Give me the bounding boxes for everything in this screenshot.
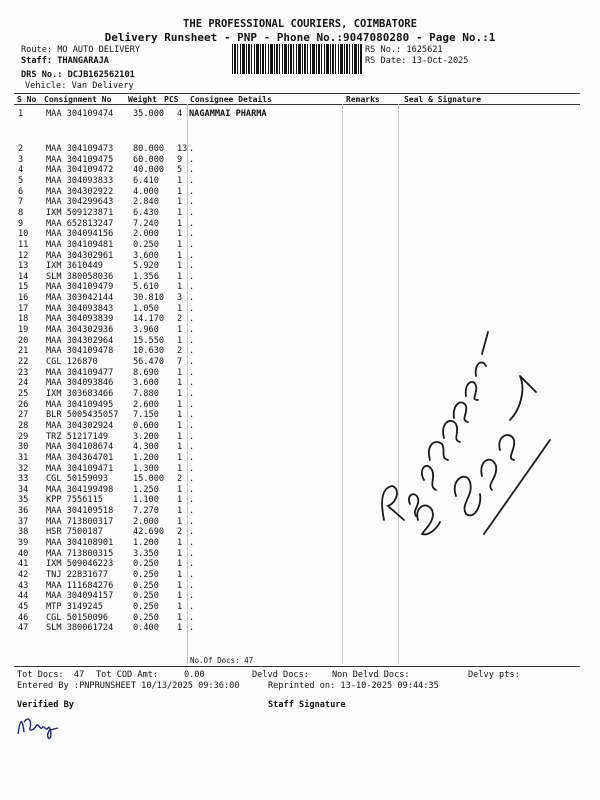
row-sno: 6 — [18, 186, 24, 197]
row-pcs: 2 — [177, 314, 183, 325]
row-pcs: 4 — [177, 109, 183, 119]
row-sno: 24 — [18, 378, 29, 389]
row-sno: 42 — [18, 570, 29, 580]
row-weight: 1.250 — [133, 484, 159, 495]
row-sno: 10 — [18, 229, 29, 240]
row-sno: 28 — [18, 420, 29, 431]
row-weight: 3.350 — [133, 548, 159, 559]
verified-by-label: Verified By — [17, 700, 74, 710]
row-consignee: . — [189, 623, 195, 634]
row-pcs: 2 — [177, 474, 183, 485]
row-pcs: 1 — [177, 431, 183, 442]
row-pcs: 1 — [177, 335, 183, 346]
row-weight: 5.920 — [133, 261, 159, 272]
row-pcs: 1 — [177, 175, 183, 186]
row-sno: 32 — [18, 463, 29, 474]
row-weight: 60.000 — [133, 154, 165, 165]
row-pcs: 1 — [177, 229, 183, 240]
row-consignee: . — [189, 570, 195, 580]
row-pcs: 1 — [177, 484, 183, 495]
reprinted-on: Reprinted on: 13-10-2025 09:44:35 — [268, 681, 439, 691]
row-sno: 40 — [18, 548, 29, 559]
row-weight: 10.630 — [133, 346, 165, 357]
row-consignment-no: MAA 713800317 — [46, 516, 114, 527]
row-consignee: . — [189, 506, 195, 517]
row-sno: 39 — [18, 538, 29, 549]
row-sno: 44 — [18, 591, 29, 602]
row-pcs: 1 — [177, 282, 183, 293]
delivery-points: Delvy pts: — [468, 670, 520, 680]
row-weight: 0.250 — [133, 559, 159, 570]
row-consignment-no: MAA 304109518 — [46, 506, 114, 517]
row-consignee: . — [189, 218, 195, 229]
row-consignee: . — [189, 463, 195, 474]
row-pcs: 1 — [177, 591, 183, 602]
row-weight: 4.000 — [133, 186, 159, 197]
row-consignment-no: MAA 304094157 — [46, 591, 114, 602]
row-consignee: . — [189, 346, 195, 357]
row-sno: 25 — [18, 388, 29, 399]
row-weight: 1.300 — [133, 463, 159, 474]
row-pcs: 1 — [177, 463, 183, 474]
row-consignment-no: MAA 303042144 — [46, 293, 114, 304]
row-pcs: 1 — [177, 452, 183, 463]
row-pcs: 1 — [177, 623, 183, 634]
row-consignment-no: MAA 304108674 — [46, 442, 114, 453]
staff-signature-label: Staff Signature — [268, 700, 346, 710]
row-consignee: . — [189, 388, 195, 399]
non-delivered-docs: Non Delvd Docs: — [332, 670, 410, 680]
row-weight: 42.690 — [133, 527, 165, 538]
row-weight: 35.000 — [133, 109, 165, 119]
row-sno: 34 — [18, 484, 29, 495]
row-weight: 7.240 — [133, 218, 159, 229]
row-consignee: . — [189, 207, 195, 218]
row-weight: 15.000 — [133, 474, 165, 485]
row-consignment-no: SLM 380061724 — [46, 623, 114, 634]
row-sno: 43 — [18, 580, 29, 591]
column-divider — [342, 104, 343, 664]
row-weight: 0.250 — [133, 580, 159, 591]
row-consignment-no: MAA 304109475 — [46, 154, 114, 165]
row-sno: 14 — [18, 271, 29, 282]
row-consignment-no: TRZ 51217149 — [46, 431, 109, 442]
row-weight: 0.250 — [133, 601, 159, 612]
row-consignee: . — [189, 186, 195, 197]
row-pcs: 1 — [177, 420, 183, 431]
row-consignee: . — [189, 378, 195, 389]
row-consignment-no: MAA 111684276 — [46, 580, 114, 591]
row-weight: 2.600 — [133, 399, 159, 410]
row-pcs: 1 — [177, 548, 183, 559]
row-consignment-no: MAA 304109479 — [46, 282, 114, 293]
row-sno: 30 — [18, 442, 29, 453]
row-weight: 56.470 — [133, 357, 165, 367]
row-consignee: . — [189, 293, 195, 304]
row-weight: 6.410 — [133, 175, 159, 186]
staff-label: Staff: THANGARAJA — [21, 56, 109, 66]
row-consignment-no: MAA 304109474 — [46, 109, 114, 119]
row-weight: 0.400 — [133, 623, 159, 634]
row-weight: 80.000 — [133, 144, 165, 154]
row-sno: 9 — [18, 218, 24, 229]
row-consignment-no: CGL 50159093 — [46, 474, 109, 485]
row-weight: 2.000 — [133, 229, 159, 240]
row-weight: 14.170 — [133, 314, 165, 325]
row-pcs: 1 — [177, 261, 183, 272]
handwritten-signature — [370, 320, 560, 550]
row-sno: 35 — [18, 495, 29, 506]
row-pcs: 1 — [177, 378, 183, 389]
row-consignment-no: MAA 304199498 — [46, 484, 114, 495]
row-pcs: 1 — [177, 325, 183, 336]
row-consignment-no: CGL 126870 — [46, 357, 98, 367]
row-weight: 7.880 — [133, 388, 159, 399]
column-divider — [187, 104, 188, 664]
row-pcs: 3 — [177, 293, 183, 304]
col-seal-signature: Seal & Signature — [404, 95, 482, 104]
row-weight: 1.050 — [133, 303, 159, 314]
row-consignment-no: IXM 303683466 — [46, 388, 114, 399]
row-sno: 29 — [18, 431, 29, 442]
row-consignment-no: SLM 380058036 — [46, 271, 114, 282]
row-consignment-no: IXM 3610449 — [46, 261, 103, 272]
row-consignment-no: MAA 304302964 — [46, 335, 114, 346]
row-consignment-no: MAA 304302922 — [46, 186, 114, 197]
row-weight: 7.150 — [133, 410, 159, 421]
row-weight: 0.250 — [133, 612, 159, 623]
row-sno: 31 — [18, 452, 29, 463]
row-consignee: . — [189, 452, 195, 463]
row-consignee: . — [189, 154, 195, 165]
footer-rule — [14, 666, 580, 667]
row-pcs: 1 — [177, 442, 183, 453]
row-weight: 15.550 — [133, 335, 165, 346]
row-consignment-no: MAA 304109477 — [46, 367, 114, 378]
row-pcs: 1 — [177, 506, 183, 517]
row-pcs: 1 — [177, 580, 183, 591]
row-consignment-no: MAA 304093833 — [46, 175, 114, 186]
row-consignee: . — [189, 165, 195, 176]
row-sno: 1 — [18, 109, 24, 119]
row-weight: 0.250 — [133, 570, 159, 580]
verified-signature — [14, 710, 74, 740]
row-pcs: 1 — [177, 516, 183, 527]
row-weight: 40.000 — [133, 165, 165, 176]
row-sno: 5 — [18, 175, 24, 186]
row-consignment-no: HSR 7500187 — [46, 527, 103, 538]
row-weight: 0.250 — [133, 591, 159, 602]
row-pcs: 1 — [177, 239, 183, 250]
row-pcs: 1 — [177, 186, 183, 197]
row-consignee: NAGAMMAI PHARMA — [189, 109, 267, 119]
row-weight: 1.200 — [133, 538, 159, 549]
row-consignee: . — [189, 197, 195, 208]
row-pcs: 5 — [177, 165, 183, 176]
row-sno: 22 — [18, 357, 29, 367]
row-consignee: . — [189, 580, 195, 591]
row-consignee: . — [189, 271, 195, 282]
header-top-rule — [14, 93, 580, 94]
row-consignee: . — [189, 261, 195, 272]
row-pcs: 1 — [177, 570, 183, 580]
row-consignee: . — [189, 175, 195, 186]
drs-number: DRS No.: DCJB162562101 — [21, 70, 135, 80]
row-consignee: . — [189, 229, 195, 240]
row-sno: 15 — [18, 282, 29, 293]
row-consignee: . — [189, 325, 195, 336]
row-pcs: 1 — [177, 601, 183, 612]
row-weight: 3.600 — [133, 378, 159, 389]
row-pcs: 13 — [177, 144, 188, 154]
row-sno: 23 — [18, 367, 29, 378]
row-weight: 2.000 — [133, 516, 159, 527]
row-pcs: 1 — [177, 612, 183, 623]
row-sno: 19 — [18, 325, 29, 336]
row-pcs: 1 — [177, 495, 183, 506]
row-weight: 1.356 — [133, 271, 159, 282]
row-pcs: 1 — [177, 303, 183, 314]
row-consignee: . — [189, 431, 195, 442]
row-sno: 41 — [18, 559, 29, 570]
row-consignee: . — [189, 410, 195, 421]
row-consignment-no: MAA 304302936 — [46, 325, 114, 336]
rs-number: RS No.: 1625621 — [365, 45, 443, 55]
row-consignment-no: MAA 304109478 — [46, 346, 114, 357]
row-consignee: . — [189, 357, 195, 367]
header-bottom-rule — [14, 104, 580, 105]
row-consignment-no: MAA 304109473 — [46, 144, 114, 154]
row-weight: 6.430 — [133, 207, 159, 218]
row-weight: 3.960 — [133, 325, 159, 336]
col-remarks: Remarks — [346, 95, 380, 104]
row-pcs: 1 — [177, 538, 183, 549]
row-consignee: . — [189, 282, 195, 293]
row-consignment-no: MAA 304093839 — [46, 314, 114, 325]
row-pcs: 1 — [177, 218, 183, 229]
row-consignment-no: MAA 304364701 — [46, 452, 114, 463]
row-pcs: 2 — [177, 346, 183, 357]
row-weight: 30.810 — [133, 293, 165, 304]
row-consignee: . — [189, 335, 195, 346]
route-label: Route: MO AUTO DELIVERY — [21, 45, 140, 55]
row-sno: 21 — [18, 346, 29, 357]
row-consignment-no: BLR 5005435057 — [46, 410, 119, 421]
vehicle-label: Vehicle: Van Delivery — [25, 81, 134, 91]
row-sno: 4 — [18, 165, 24, 176]
row-weight: 5.610 — [133, 282, 159, 293]
row-sno: 38 — [18, 527, 29, 538]
row-consignee: . — [189, 474, 195, 485]
row-consignee: . — [189, 538, 195, 549]
col-weight: Weight — [128, 95, 157, 104]
row-pcs: 1 — [177, 559, 183, 570]
runsheet-title: Delivery Runsheet - PNP - Phone No.:9047080280 - Page No.:1 — [104, 31, 496, 44]
row-sno: 37 — [18, 516, 29, 527]
row-consignment-no: IXM 509046223 — [46, 559, 114, 570]
row-consignment-no: MAA 304109495 — [46, 399, 114, 410]
row-pcs: 1 — [177, 410, 183, 421]
row-consignee: . — [189, 314, 195, 325]
row-sno: 33 — [18, 474, 29, 485]
row-consignee: . — [189, 516, 195, 527]
row-consignee: . — [189, 399, 195, 410]
row-consignment-no: MAA 713800315 — [46, 548, 114, 559]
row-consignee: . — [189, 303, 195, 314]
row-pcs: 1 — [177, 250, 183, 261]
row-sno: 3 — [18, 154, 24, 165]
row-weight: 3.200 — [133, 431, 159, 442]
row-sno: 7 — [18, 197, 24, 208]
row-pcs: 2 — [177, 527, 183, 538]
row-weight: 2.840 — [133, 197, 159, 208]
row-sno: 12 — [18, 250, 29, 261]
row-consignment-no: MAA 304109481 — [46, 239, 114, 250]
row-sno: 13 — [18, 261, 29, 272]
row-consignment-no: CGL 50150096 — [46, 612, 109, 623]
row-weight: 3.600 — [133, 250, 159, 261]
row-weight: 1.100 — [133, 495, 159, 506]
row-sno: 11 — [18, 239, 29, 250]
row-consignment-no: MAA 304302924 — [46, 420, 114, 431]
rs-date: RS Date: 13-Oct-2025 — [365, 56, 469, 66]
row-pcs: 1 — [177, 271, 183, 282]
row-consignee: . — [189, 495, 195, 506]
row-pcs: 7 — [177, 357, 183, 367]
no-of-docs: No.Of Docs: 47 — [190, 656, 254, 665]
col-sno: S No — [17, 95, 37, 104]
entered-by: Entered By :PNPRUNSHEET 10/13/2025 09:36:00 — [17, 681, 240, 691]
row-consignee: . — [189, 548, 195, 559]
row-consignment-no: MAA 304302961 — [46, 250, 114, 261]
row-consignee: . — [189, 527, 195, 538]
row-consignee: . — [189, 591, 195, 602]
row-consignee: . — [189, 442, 195, 453]
row-consignee: . — [189, 484, 195, 495]
row-pcs: 1 — [177, 197, 183, 208]
row-consignee: . — [189, 239, 195, 250]
row-consignment-no: MAA 304093843 — [46, 303, 114, 314]
row-sno: 47 — [18, 623, 29, 634]
row-weight: 0.600 — [133, 420, 159, 431]
barcode — [232, 44, 362, 74]
col-consignee: Consignee Details — [190, 95, 272, 104]
row-consignment-no: MAA 652813247 — [46, 218, 114, 229]
row-consignment-no: MAA 304109471 — [46, 463, 114, 474]
row-pcs: 9 — [177, 154, 183, 165]
row-sno: 27 — [18, 410, 29, 421]
row-sno: 17 — [18, 303, 29, 314]
row-weight: 7.270 — [133, 506, 159, 517]
col-pcs: PCS — [164, 95, 179, 104]
row-sno: 8 — [18, 207, 24, 218]
row-pcs: 1 — [177, 367, 183, 378]
row-consignee: . — [189, 367, 195, 378]
row-weight: 0.250 — [133, 239, 159, 250]
row-sno: 2 — [18, 144, 24, 154]
row-consignee: . — [189, 250, 195, 261]
row-weight: 4.300 — [133, 442, 159, 453]
row-sno: 18 — [18, 314, 29, 325]
row-consignment-no: MAA 304108901 — [46, 538, 114, 549]
col-consignment: Consignment No — [44, 95, 112, 104]
row-consignee: . — [189, 612, 195, 623]
row-pcs: 1 — [177, 399, 183, 410]
row-consignment-no: MAA 304109472 — [46, 165, 114, 176]
row-weight: 1.200 — [133, 452, 159, 463]
company-name: THE PROFESSIONAL COURIERS, COIMBATORE — [183, 18, 417, 30]
row-sno: 20 — [18, 335, 29, 346]
row-consignee: . — [189, 144, 195, 154]
total-docs: Tot Docs: 47 — [17, 670, 85, 680]
row-sno: 46 — [18, 612, 29, 623]
row-consignee: . — [189, 559, 195, 570]
row-weight: 8.690 — [133, 367, 159, 378]
row-consignment-no: MAA 304093846 — [46, 378, 114, 389]
delivered-docs: Delvd Docs: — [252, 670, 309, 680]
row-consignment-no: MTP 3149245 — [46, 601, 103, 612]
row-sno: 36 — [18, 506, 29, 517]
row-pcs: 1 — [177, 388, 183, 399]
row-consignee: . — [189, 601, 195, 612]
row-consignment-no: IXM 509123871 — [46, 207, 114, 218]
row-consignment-no: KPP 7556115 — [46, 495, 103, 506]
row-consignment-no: MAA 304299643 — [46, 197, 114, 208]
row-consignment-no: MAA 304094156 — [46, 229, 114, 240]
row-pcs: 1 — [177, 207, 183, 218]
row-consignment-no: TNJ 22831677 — [46, 570, 109, 580]
row-consignee: . — [189, 420, 195, 431]
total-cod-amount: Tot COD Amt: 0.00 — [96, 670, 205, 680]
row-sno: 16 — [18, 293, 29, 304]
row-sno: 45 — [18, 601, 29, 612]
row-sno: 26 — [18, 399, 29, 410]
